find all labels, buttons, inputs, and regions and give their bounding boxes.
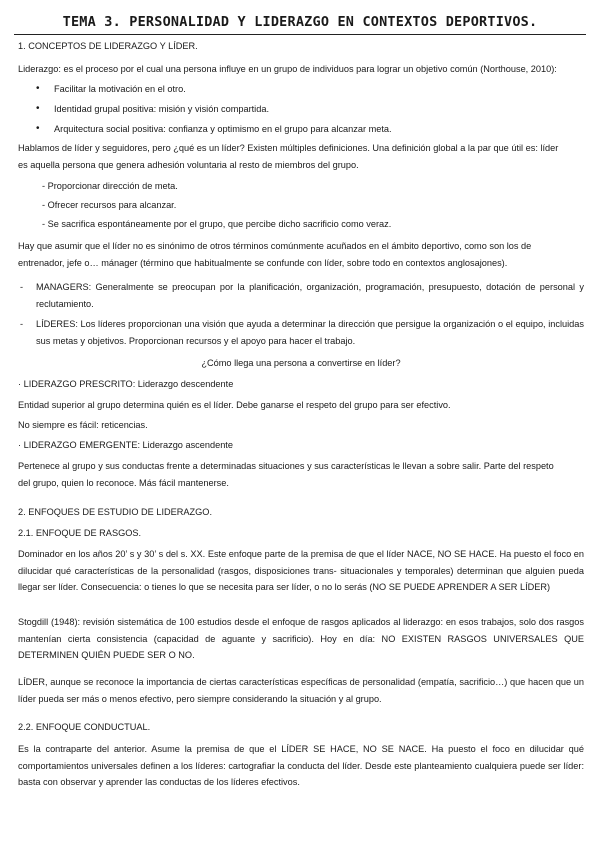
bullet-item-1: Facilitar la motivación en el otro.	[54, 84, 186, 94]
lider-reconoce-paragraph: LÍDER, aunque se reconoce la importancia de ciertas características específicas de personalidad (empatía, sacrificio…) que hacen que un líder pueda ser más o menos efectivo, pero siempre considerando la situación y al grupo.	[18, 677, 584, 704]
synonyms-paragraph-line-1: Hay que asumir que el líder no es sinónimo de otros términos comúnmente acuñados en el ámbito deportivo, como son los de	[18, 241, 532, 251]
rasgos-paragraph: Dominador en los años 20’ s y 30’ s del s. XX. Este enfoque parte de la premisa de que el líder NACE, NO SE HACE. Ha puesto el foco en dilucidar qué características de la personalidad (rasgos, disposiciones trans- situacionales y temporales) determinan que alguien pueda llegar ser líder. Consecuencia: o tienes lo que se necesita para ser líder, o no lo serás (NO SE PUEDE APRENDER A SER LÍDER)	[18, 549, 584, 592]
dash-item-2: - Ofrecer recursos para alcanzar.	[42, 200, 177, 210]
emergente-paragraph-line-2: del grupo, quien lo reconoce. Más fácil mantenerse.	[18, 478, 229, 488]
bullet-marker: •	[36, 123, 40, 134]
bullet-marker: •	[36, 103, 40, 114]
lideres-dash: -	[20, 319, 24, 329]
emergente-paragraph-line-1: Pertenece al grupo y sus conductas frente a determinadas situaciones y sus características le llevan a sobre salir. Parte del respeto	[18, 461, 554, 471]
bullet-marker: •	[36, 83, 40, 94]
bullet-item-2: Identidad grupal positiva: misión y visión compartida.	[54, 104, 269, 114]
bullet-item-3: Arquitectura social positiva: confianza y optimismo en el grupo para alcanzar meta.	[54, 124, 392, 134]
section-2-heading: 2. ENFOQUES DE ESTUDIO DE LIDERAZGO.	[18, 507, 212, 517]
question-heading: ¿Cómo llega una persona a convertirse en líder?	[201, 358, 401, 368]
lideres-item: LÍDERES: Los líderes proporcionan una visión que ayuda a determinar la dirección que persigue la organización o el equipo, incluidas sus metas y objetivos. Proporcionan recursos y el apoyo para hacer el trabajo.	[36, 319, 584, 346]
emergente-heading: · LIDERAZGO EMERGENTE: Liderazgo ascendente	[18, 440, 233, 450]
prescrito-heading: · LIDERAZGO PRESCRITO: Liderazgo descendente	[18, 379, 234, 389]
managers-dash: -	[20, 282, 24, 292]
document-title: TEMA 3. PERSONALIDAD Y LIDERAZGO EN CONTEXTOS DEPORTIVOS.	[62, 14, 538, 30]
section-1-heading: 1. CONCEPTOS DE LIDERAZGO Y LÍDER.	[18, 41, 198, 51]
synonyms-paragraph-line-2: entrenador, jefe o… mánager (término que habitualmente se confunde con líder, sobre todo en contextos anglosajones).	[18, 258, 508, 268]
managers-item: MANAGERS: Generalmente se preocupan por la planificación, organización, programación, presupuesto, dotación de personal y reclutamiento.	[36, 282, 584, 309]
liderazgo-definition: Liderazgo: es el proceso por el cual una persona influye en un grupo de individuos para lograr un objetivo común (Northouse, 2010):	[18, 64, 557, 74]
dash-item-1: - Proporcionar dirección de meta.	[42, 181, 178, 191]
lider-paragraph-line-1: Hablamos de líder y seguidores, pero ¿qué es un líder? Existen múltiples definiciones. Una definición global a la par que útil es: líder	[18, 143, 559, 153]
dash-item-3: - Se sacrifica espontáneamente por el grupo, que percibe dicho sacrificio como veraz.	[42, 219, 392, 229]
conductual-paragraph: Es la contraparte del anterior. Asume la premisa de que el LÍDER SE HACE, NO SE NACE. Ha puesto el foco en dilucidar qué comportamientos universales definen a los líderes: cartografiar la conducta del líder. Desde este planteamiento cualquiera puede ser líder: basta con observar y aprender las conductas de los líderes efectivos.	[18, 744, 584, 787]
stogdill-paragraph: Stogdill (1948): revisión sistemática de 100 estudios desde el enfoque de rasgos aplicados al liderazgo: en esos trabajos, solo dos rasgos mantenían cierta consistencia (capacidad de aguante y sacrificio). Hoy en día: NO EXISTEN RASGOS UNIVERSALES QUE DETERMINEN QUIÉN PUEDE SER O NO.	[18, 617, 584, 660]
prescrito-paragraph-2: No siempre es fácil: reticencias.	[18, 420, 148, 430]
lider-paragraph-line-2: es aquella persona que genera adhesión voluntaria al resto de miembros del grupo.	[18, 160, 359, 170]
title-underline	[14, 34, 586, 35]
section-2-1-heading: 2.1. ENFOQUE DE RASGOS.	[18, 528, 142, 538]
prescrito-paragraph-1: Entidad superior al grupo determina quién es el líder. Debe ganarse el respeto del grupo para ser efectivo.	[18, 400, 451, 410]
section-2-2-heading: 2.2. ENFOQUE CONDUCTUAL.	[18, 722, 151, 732]
